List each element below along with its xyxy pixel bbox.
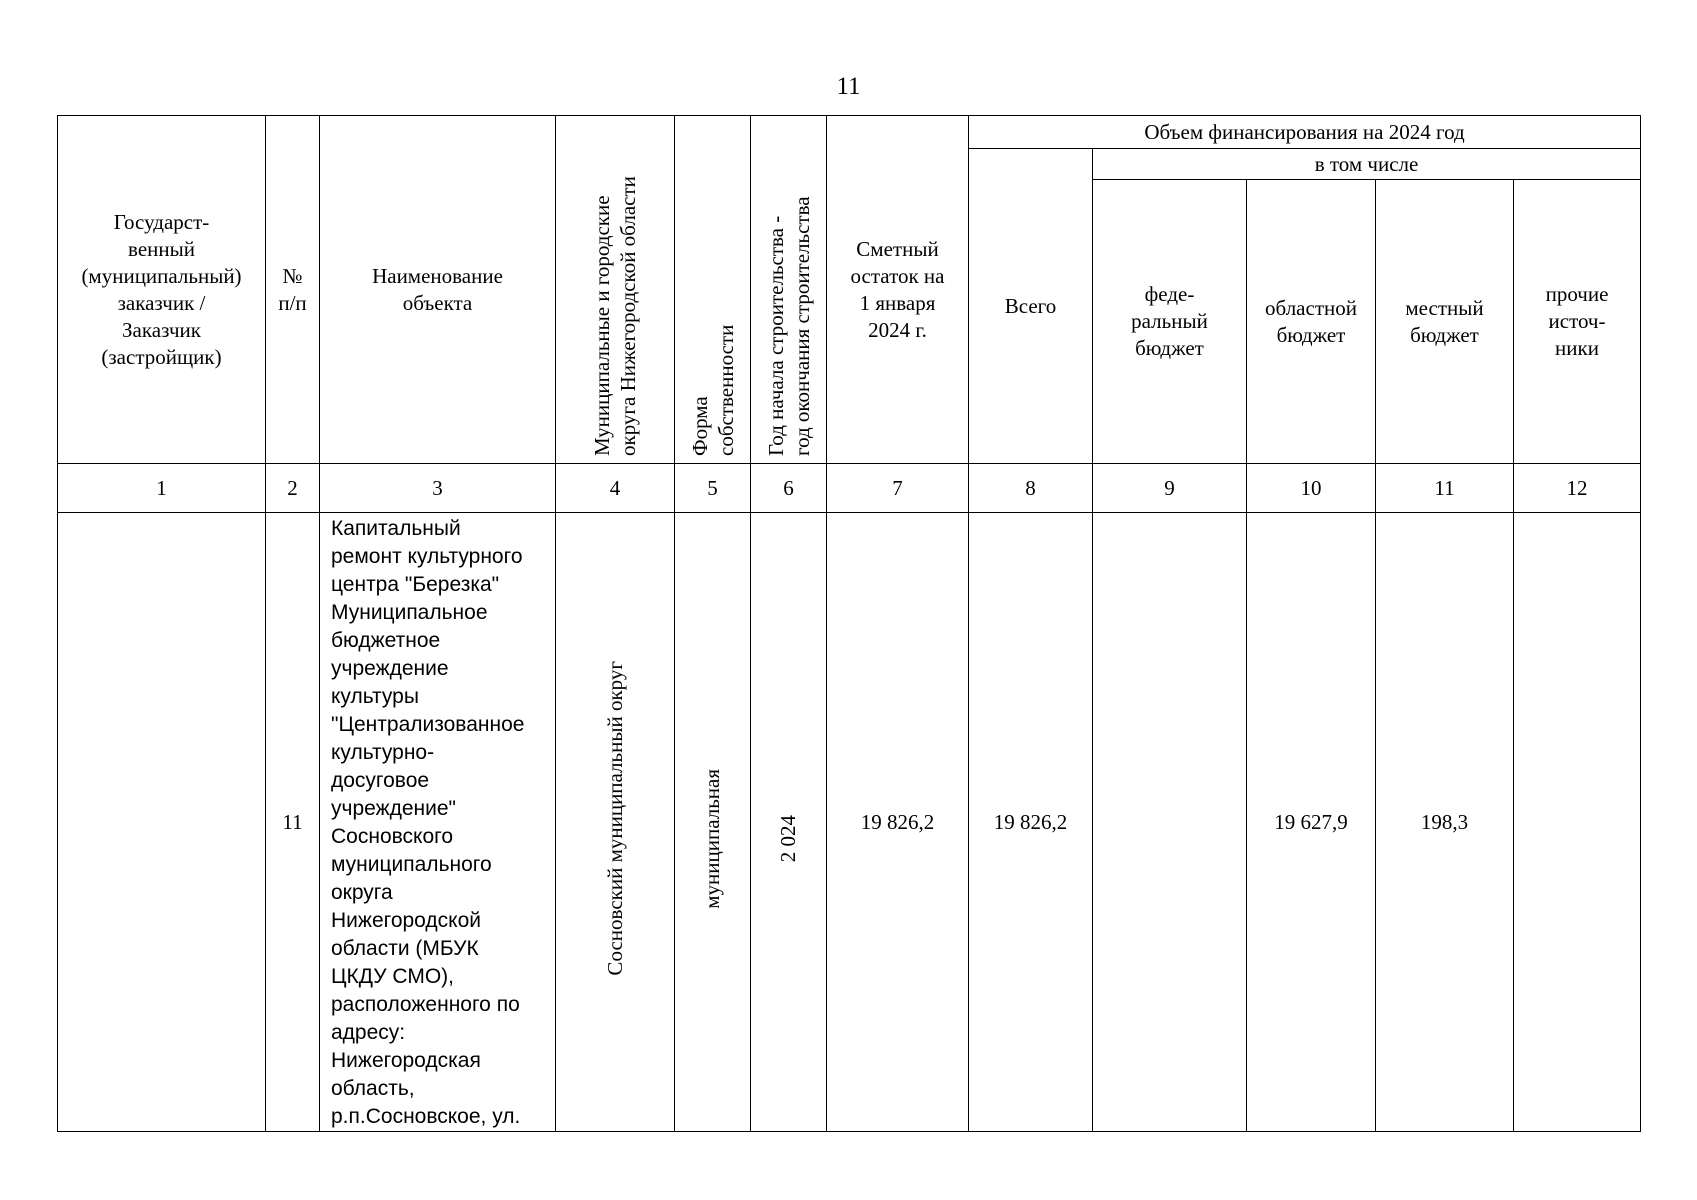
financing-table bbox=[57, 115, 1641, 1132]
cell-balance: 19 826,2 bbox=[827, 513, 969, 1132]
header-years: Год начала строительства - год окончания строительства bbox=[751, 116, 827, 464]
cell-number: 11 bbox=[266, 513, 320, 1132]
column-number: 8 bbox=[969, 464, 1093, 513]
cell-other bbox=[1514, 513, 1641, 1132]
header-regional: областной бюджет bbox=[1247, 180, 1376, 464]
cell-years: 2 024 bbox=[751, 513, 827, 1132]
cell-total: 19 826,2 bbox=[969, 513, 1093, 1132]
column-number: 5 bbox=[675, 464, 751, 513]
cell-local: 198,3 bbox=[1376, 513, 1514, 1132]
column-number: 3 bbox=[320, 464, 556, 513]
header-number: № п/п bbox=[266, 116, 320, 464]
header-other: прочие источ- ники bbox=[1514, 180, 1641, 464]
table-row bbox=[58, 513, 1641, 1132]
cell-district: Сосновский муниципальный округ bbox=[556, 513, 675, 1132]
column-number: 6 bbox=[751, 464, 827, 513]
page-number: 11 bbox=[836, 73, 861, 100]
header-balance: Сметный остаток на 1 января 2024 г. bbox=[827, 116, 969, 464]
column-number: 2 bbox=[266, 464, 320, 513]
cell-regional: 19 627,9 bbox=[1247, 513, 1376, 1132]
header-financing-2024: Объем финансирования на 2024 год bbox=[969, 116, 1641, 149]
column-number: 12 bbox=[1514, 464, 1641, 513]
column-number-row bbox=[58, 464, 1641, 513]
column-number: 7 bbox=[827, 464, 969, 513]
cell-federal bbox=[1093, 513, 1247, 1132]
header-federal: феде- ральный бюджет bbox=[1093, 180, 1247, 464]
column-number: 9 bbox=[1093, 464, 1247, 513]
header-district: Муниципальные и городские округа Нижегородской области bbox=[556, 116, 675, 464]
header-ownership: Форма собственности bbox=[675, 116, 751, 464]
header-total: Всего bbox=[969, 149, 1093, 464]
cell-customer bbox=[58, 513, 266, 1132]
column-number: 10 bbox=[1247, 464, 1376, 513]
header-object-name: Наименование объекта bbox=[320, 116, 556, 464]
header-including: в том числе bbox=[1093, 149, 1641, 180]
cell-object-name: Капитальный ремонт культурного центра "Березка" Муниципальное бюджетное учреждение культуры "Централизованное культурно- досуговое учреждение" Сосновского муниципального округа Нижегородской области (МБУК ЦКДУ СМО), расположенного по адресу: Нижегородская область, р.п.Сосновское, ул. bbox=[320, 513, 556, 1132]
header-local: местный бюджет bbox=[1376, 180, 1514, 464]
column-number: 11 bbox=[1376, 464, 1514, 513]
cell-ownership: муниципальная bbox=[675, 513, 751, 1132]
column-number: 4 bbox=[556, 464, 675, 513]
header-row-1 bbox=[58, 116, 1641, 149]
header-customer: Государст- венный (муниципальный) заказчик / Заказчик (застройщик) bbox=[58, 116, 266, 464]
column-number: 1 bbox=[58, 464, 266, 513]
